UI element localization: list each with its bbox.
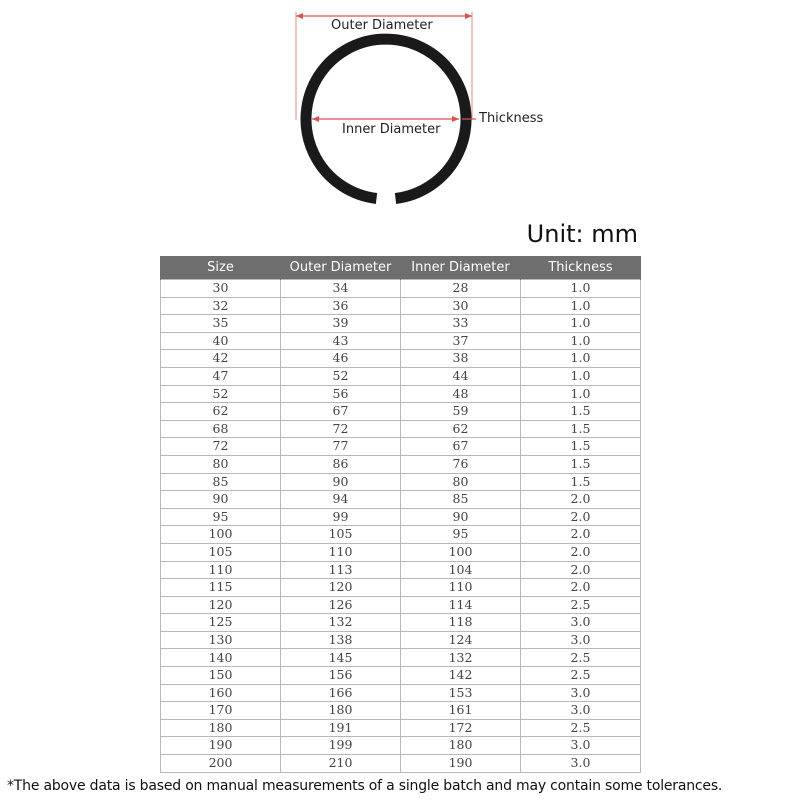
cell-size: 52 [161, 385, 281, 403]
table-row [161, 297, 641, 315]
table-row [161, 350, 641, 368]
table-header-row [161, 256, 641, 280]
cell-inner-diameter: 124 [401, 631, 521, 649]
cell-size: 85 [161, 473, 281, 491]
cell-inner-diameter: 132 [401, 649, 521, 667]
cell-size: 47 [161, 367, 281, 385]
cell-inner-diameter: 28 [401, 280, 521, 298]
cell-inner-diameter: 118 [401, 614, 521, 632]
cell-thickness: 2.5 [521, 719, 641, 737]
cell-thickness: 3.0 [521, 631, 641, 649]
cell-inner-diameter: 172 [401, 719, 521, 737]
cell-size: 120 [161, 596, 281, 614]
inner-diameter-arrow-right [452, 116, 459, 122]
cell-size: 68 [161, 420, 281, 438]
thickness-label: Thickness [479, 111, 544, 126]
cell-thickness: 1.5 [521, 403, 641, 421]
cell-outer-diameter: 199 [281, 737, 401, 755]
cell-size: 105 [161, 543, 281, 561]
cell-outer-diameter: 132 [281, 614, 401, 632]
cell-inner-diameter: 110 [401, 579, 521, 597]
cell-size: 115 [161, 579, 281, 597]
header-size: Size [161, 256, 281, 280]
table-row [161, 561, 641, 579]
cell-size: 170 [161, 702, 281, 720]
cell-size: 40 [161, 332, 281, 350]
cell-inner-diameter: 104 [401, 561, 521, 579]
cell-inner-diameter: 180 [401, 737, 521, 755]
cell-thickness: 3.0 [521, 737, 641, 755]
table-row [161, 420, 641, 438]
cell-thickness: 3.0 [521, 702, 641, 720]
cell-thickness: 1.0 [521, 297, 641, 315]
cell-outer-diameter: 86 [281, 455, 401, 473]
cell-inner-diameter: 37 [401, 332, 521, 350]
cell-thickness: 2.0 [521, 508, 641, 526]
cell-inner-diameter: 67 [401, 438, 521, 456]
cell-outer-diameter: 210 [281, 755, 401, 773]
table-row [161, 737, 641, 755]
cell-inner-diameter: 76 [401, 455, 521, 473]
cell-outer-diameter: 113 [281, 561, 401, 579]
cell-thickness: 1.0 [521, 332, 641, 350]
unit-label: Unit: mm [526, 220, 638, 248]
table-row [161, 702, 641, 720]
cell-inner-diameter: 62 [401, 420, 521, 438]
inner-diameter-arrow-left [312, 116, 319, 122]
cell-thickness: 1.5 [521, 438, 641, 456]
table-row [161, 455, 641, 473]
cell-size: 95 [161, 508, 281, 526]
table-row [161, 508, 641, 526]
cell-thickness: 1.0 [521, 280, 641, 298]
cell-size: 140 [161, 649, 281, 667]
cell-inner-diameter: 38 [401, 350, 521, 368]
cell-inner-diameter: 142 [401, 667, 521, 685]
cell-size: 100 [161, 526, 281, 544]
table-row [161, 631, 641, 649]
table-row [161, 315, 641, 333]
cell-inner-diameter: 85 [401, 491, 521, 509]
cell-thickness: 2.5 [521, 667, 641, 685]
inner-diameter-label: Inner Diameter [342, 122, 441, 137]
cell-outer-diameter: 43 [281, 332, 401, 350]
table-row [161, 543, 641, 561]
cell-outer-diameter: 99 [281, 508, 401, 526]
cell-inner-diameter: 100 [401, 543, 521, 561]
cell-inner-diameter: 90 [401, 508, 521, 526]
cell-inner-diameter: 153 [401, 684, 521, 702]
cell-size: 32 [161, 297, 281, 315]
cell-thickness: 2.0 [521, 561, 641, 579]
cell-size: 190 [161, 737, 281, 755]
cell-outer-diameter: 110 [281, 543, 401, 561]
table-row [161, 403, 641, 421]
table-row [161, 280, 641, 298]
cell-thickness: 3.0 [521, 614, 641, 632]
table-row [161, 367, 641, 385]
table-row [161, 438, 641, 456]
cell-size: 42 [161, 350, 281, 368]
table-row [161, 755, 641, 773]
cell-size: 180 [161, 719, 281, 737]
cell-outer-diameter: 120 [281, 579, 401, 597]
cell-size: 110 [161, 561, 281, 579]
cell-outer-diameter: 126 [281, 596, 401, 614]
table-row [161, 614, 641, 632]
header-outer-diameter: Outer Diameter [281, 256, 401, 280]
cell-outer-diameter: 52 [281, 367, 401, 385]
cell-size: 160 [161, 684, 281, 702]
cell-outer-diameter: 46 [281, 350, 401, 368]
table-row [161, 649, 641, 667]
cell-thickness: 1.5 [521, 455, 641, 473]
cell-thickness: 1.0 [521, 367, 641, 385]
cell-outer-diameter: 156 [281, 667, 401, 685]
cell-thickness: 1.0 [521, 315, 641, 333]
cell-thickness: 3.0 [521, 684, 641, 702]
cell-outer-diameter: 56 [281, 385, 401, 403]
cell-size: 30 [161, 280, 281, 298]
cell-inner-diameter: 190 [401, 755, 521, 773]
cell-size: 80 [161, 455, 281, 473]
table-row [161, 385, 641, 403]
cell-outer-diameter: 180 [281, 702, 401, 720]
table-row [161, 596, 641, 614]
cell-outer-diameter: 191 [281, 719, 401, 737]
cell-thickness: 1.5 [521, 473, 641, 491]
cell-thickness: 2.0 [521, 543, 641, 561]
cell-inner-diameter: 30 [401, 297, 521, 315]
tolerance-note: *The above data is based on manual measurements of a single batch and may contain some tolerances. [7, 778, 723, 794]
cell-thickness: 2.0 [521, 579, 641, 597]
cell-inner-diameter: 95 [401, 526, 521, 544]
cell-thickness: 2.5 [521, 649, 641, 667]
table-row [161, 667, 641, 685]
outer-diameter-arrow-right [465, 13, 472, 19]
table-row [161, 526, 641, 544]
cell-outer-diameter: 90 [281, 473, 401, 491]
cell-outer-diameter: 145 [281, 649, 401, 667]
cell-outer-diameter: 105 [281, 526, 401, 544]
cell-thickness: 2.5 [521, 596, 641, 614]
header-thickness: Thickness [521, 256, 641, 280]
cell-inner-diameter: 44 [401, 367, 521, 385]
cell-size: 35 [161, 315, 281, 333]
cell-outer-diameter: 67 [281, 403, 401, 421]
cell-inner-diameter: 161 [401, 702, 521, 720]
cell-inner-diameter: 33 [401, 315, 521, 333]
cell-outer-diameter: 166 [281, 684, 401, 702]
cell-thickness: 1.0 [521, 385, 641, 403]
cell-thickness: 3.0 [521, 755, 641, 773]
table-row [161, 491, 641, 509]
cell-size: 72 [161, 438, 281, 456]
outer-diameter-arrow-left [296, 13, 303, 19]
header-inner-diameter: Inner Diameter [401, 256, 521, 280]
cell-thickness: 2.0 [521, 491, 641, 509]
cell-inner-diameter: 59 [401, 403, 521, 421]
cell-thickness: 1.5 [521, 420, 641, 438]
table-row [161, 473, 641, 491]
table-row [161, 719, 641, 737]
cell-size: 130 [161, 631, 281, 649]
cell-size: 200 [161, 755, 281, 773]
cell-outer-diameter: 77 [281, 438, 401, 456]
size-table [160, 256, 641, 773]
cell-outer-diameter: 72 [281, 420, 401, 438]
cell-size: 150 [161, 667, 281, 685]
cell-outer-diameter: 138 [281, 631, 401, 649]
cell-thickness: 2.0 [521, 526, 641, 544]
cell-size: 90 [161, 491, 281, 509]
table-row [161, 579, 641, 597]
cell-outer-diameter: 94 [281, 491, 401, 509]
cell-size: 125 [161, 614, 281, 632]
cell-size: 62 [161, 403, 281, 421]
cell-outer-diameter: 34 [281, 280, 401, 298]
table-body [161, 280, 641, 773]
table-row [161, 684, 641, 702]
cell-inner-diameter: 48 [401, 385, 521, 403]
cell-inner-diameter: 114 [401, 596, 521, 614]
table-row [161, 332, 641, 350]
cell-inner-diameter: 80 [401, 473, 521, 491]
outer-diameter-label: Outer Diameter [331, 18, 433, 33]
cell-outer-diameter: 39 [281, 315, 401, 333]
cell-outer-diameter: 36 [281, 297, 401, 315]
cell-thickness: 1.0 [521, 350, 641, 368]
